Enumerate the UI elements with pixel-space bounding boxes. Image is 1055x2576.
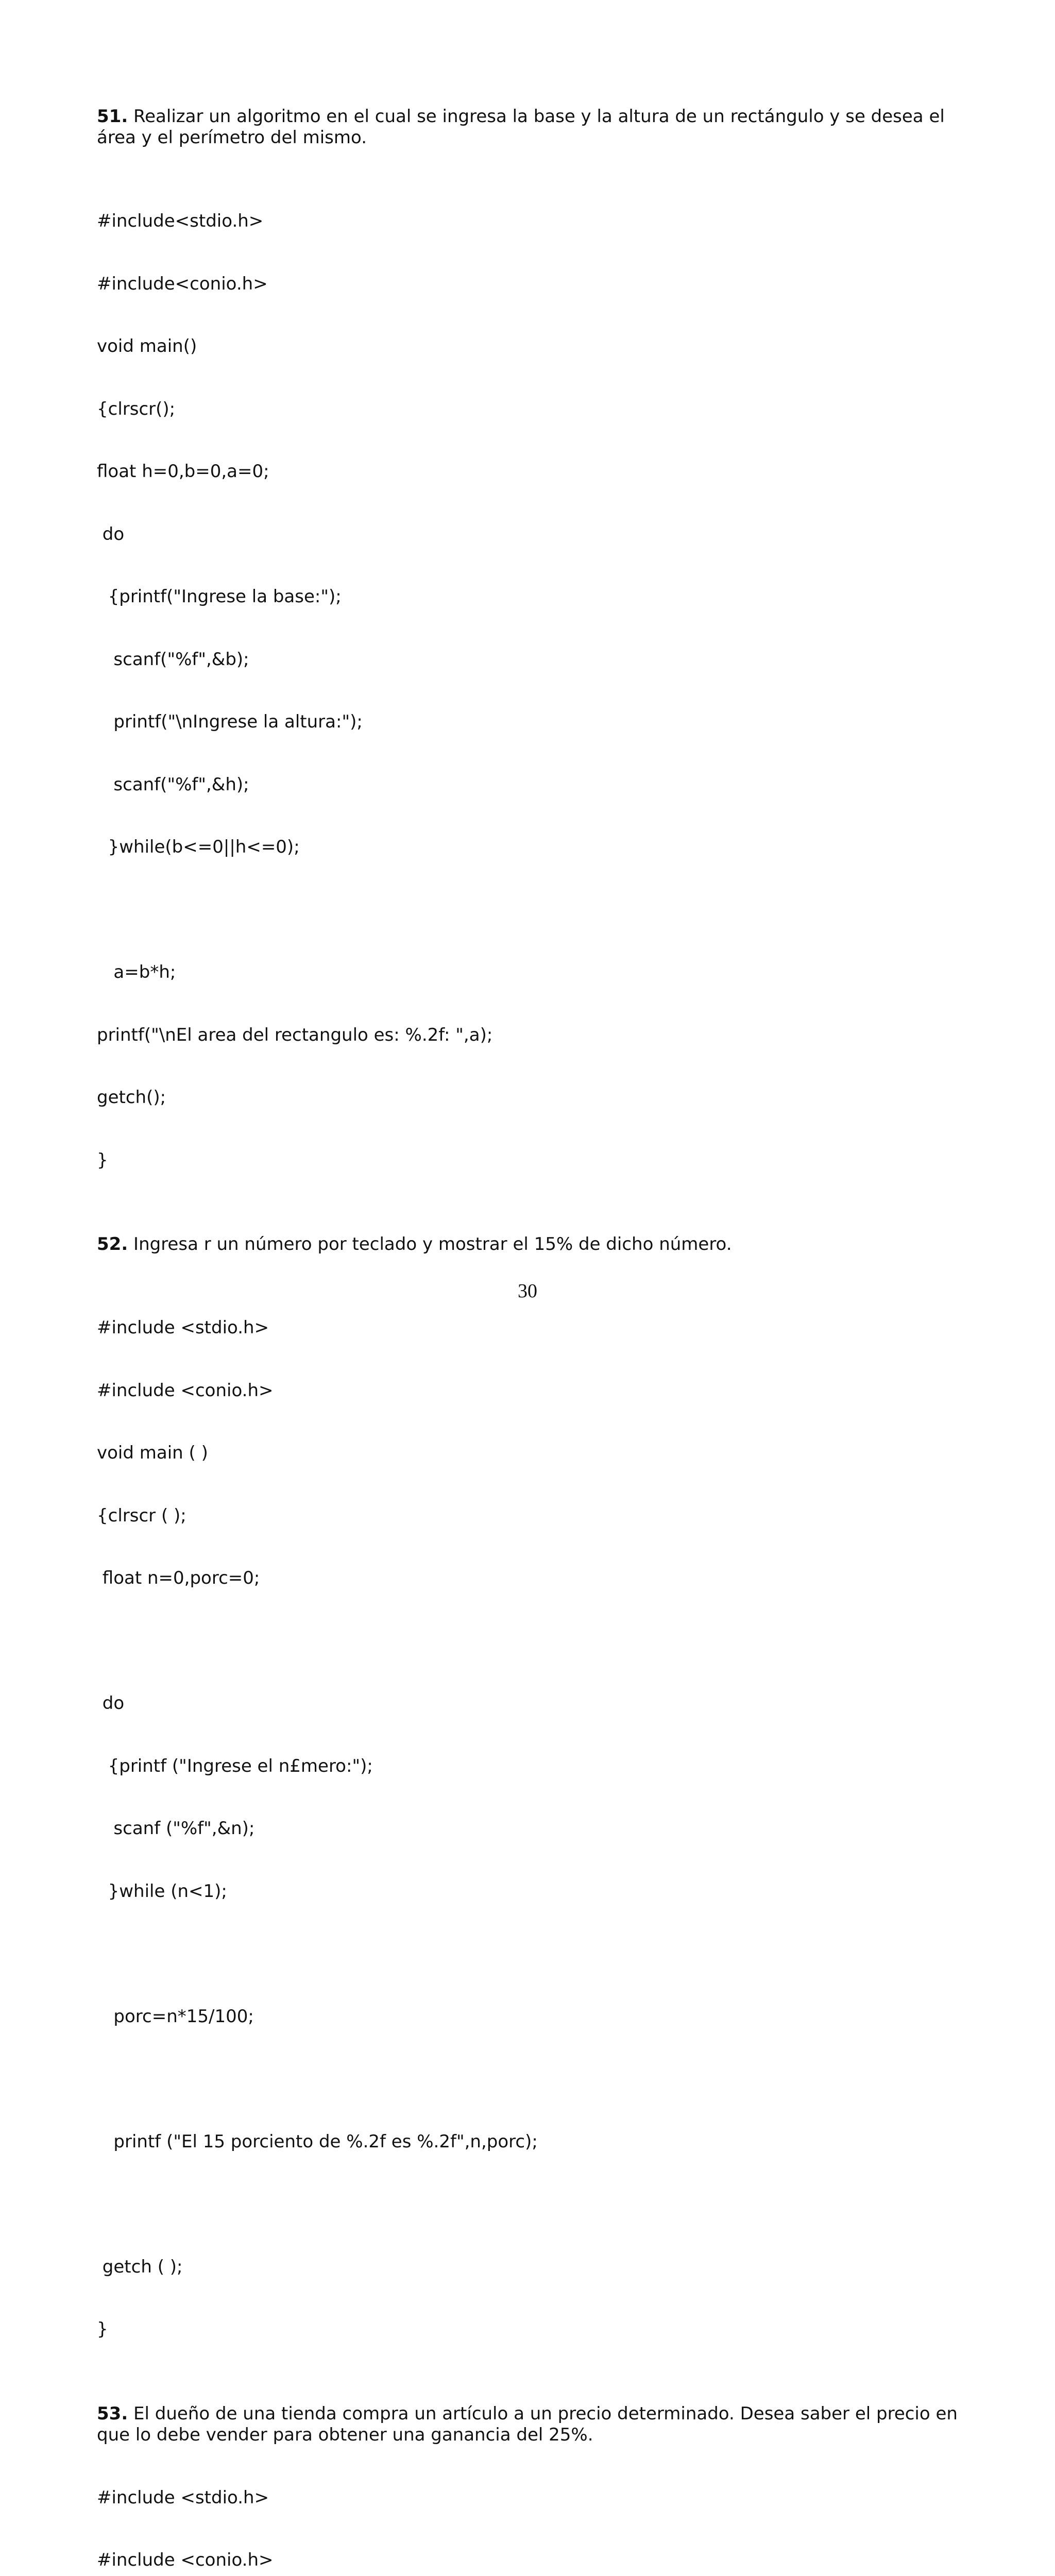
code-line: {printf("Ingrese la base:"); — [97, 586, 962, 607]
code-line: #include <stdio.h> — [97, 2487, 962, 2509]
code-line: #include <conio.h> — [97, 1380, 962, 1401]
code-line: porc=n*15/100; — [97, 2006, 962, 2027]
problem-text: Ingresa r un número por teclado y mostrar el 15% de dicho número. — [128, 1234, 731, 1255]
code-line — [97, 1631, 962, 1652]
code-line: {clrscr(); — [97, 399, 962, 420]
code-line: float h=0,b=0,a=0; — [97, 461, 962, 482]
code-line: #include <stdio.h> — [97, 1317, 962, 1338]
code-line — [97, 2194, 962, 2215]
code-line — [97, 1943, 962, 1964]
problem-statement — [97, 1234, 962, 1255]
code-line: void main ( ) — [97, 1443, 962, 1464]
code-line — [97, 900, 962, 921]
document-page — [97, 106, 962, 2576]
problem-number: 51. — [97, 106, 128, 127]
code-line: printf("\nIngrese la altura:"); — [97, 711, 962, 733]
code-line: getch ( ); — [97, 2257, 962, 2278]
code-line: }while (n<1); — [97, 1881, 962, 1902]
problem-52 — [97, 1234, 962, 2382]
problem-53 — [97, 2403, 962, 2576]
code-line: } — [97, 1150, 962, 1171]
problem-statement — [97, 106, 962, 148]
code-listing — [97, 169, 962, 1212]
code-line: #include<conio.h> — [97, 274, 962, 295]
code-line: #include <conio.h> — [97, 2550, 962, 2571]
problem-number: 53. — [97, 2403, 128, 2424]
code-line — [97, 2069, 962, 2090]
problem-text: El dueño de una tienda compra un artículo a un precio determinado. Desea saber el precio en que lo debe vender para obtener una ganancia del 25%. — [97, 2403, 958, 2445]
code-line: {printf ("Ingrese el n£mero:"); — [97, 1756, 962, 1777]
code-line: a=b*h; — [97, 962, 962, 983]
code-line: scanf("%f",&b); — [97, 649, 962, 670]
code-line: do — [97, 1693, 962, 1714]
code-line: scanf("%f",&h); — [97, 774, 962, 795]
problem-number: 52. — [97, 1234, 128, 1255]
code-listing — [97, 1276, 962, 2382]
code-line: do — [97, 524, 962, 545]
code-line: {clrscr ( ); — [97, 1505, 962, 1527]
code-line: void main() — [97, 336, 962, 357]
problem-51 — [97, 106, 962, 1212]
code-line: printf ("El 15 porciento de %.2f es %.2f",n,porc); — [97, 2131, 962, 2153]
code-line: getch(); — [97, 1087, 962, 1108]
code-line: float n=0,porc=0; — [97, 1568, 962, 1589]
code-line: } — [97, 2319, 962, 2340]
code-line: scanf ("%f",&n); — [97, 1818, 962, 1839]
code-line: }while(b<=0||h<=0); — [97, 837, 962, 858]
code-listing — [97, 2446, 962, 2576]
problem-statement — [97, 2403, 962, 2446]
code-line: printf("\nEl area del rectangulo es: %.2f: ",a); — [97, 1025, 962, 1046]
code-line: #include<stdio.h> — [97, 211, 962, 232]
page-number: 30 — [0, 1280, 1055, 1302]
problem-text: Realizar un algoritmo en el cual se ingresa la base y la altura de un rectángulo y se desea el área y el perímetro del mismo. — [97, 106, 945, 148]
